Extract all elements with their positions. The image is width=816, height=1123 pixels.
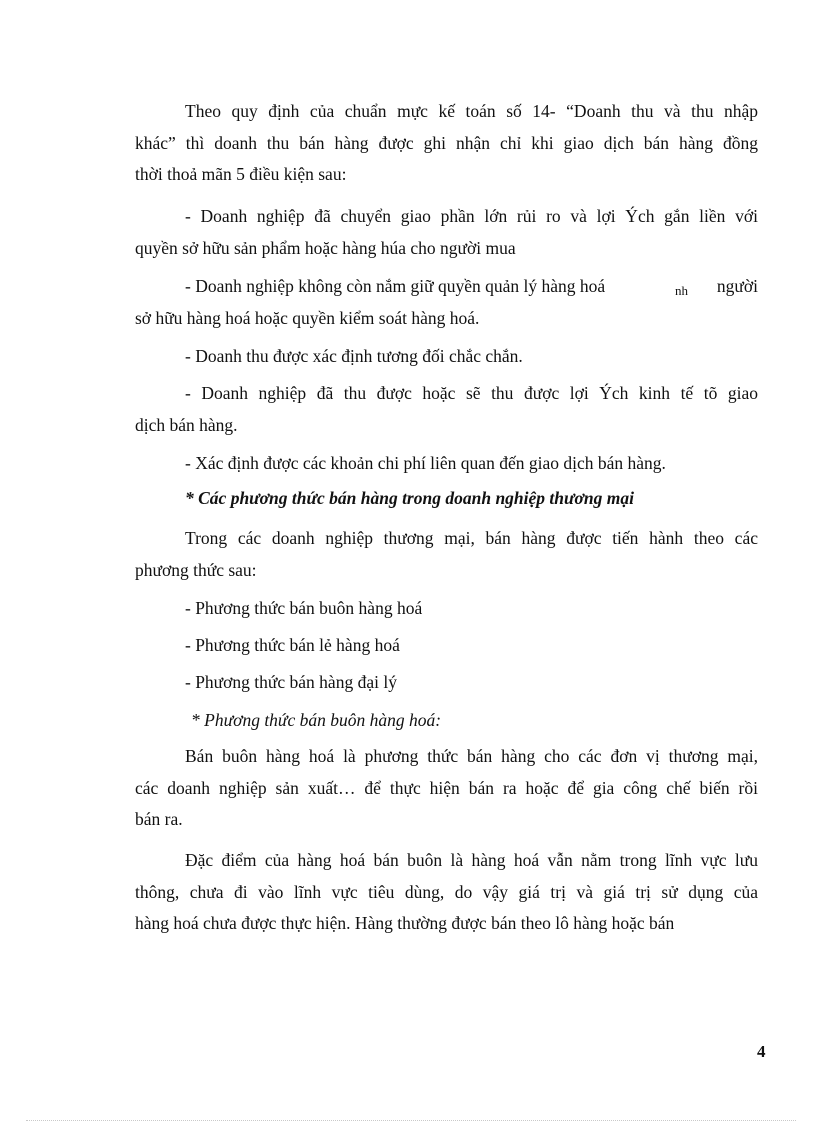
subheading-wholesale-method xyxy=(135,705,758,737)
paragraph-condition-4 xyxy=(135,378,758,441)
text-line: dịch bán hàng. xyxy=(135,414,238,435)
text-line: - Doanh thu được xác định tương đối chắc chắn. xyxy=(185,346,523,366)
paragraph-standard-14 xyxy=(135,96,758,191)
text-line: - Phương thức bán buôn hàng hoá xyxy=(185,598,423,618)
text-line: Trong các doanh nghiệp thương mại, bán hàng được tiến hành theo các xyxy=(185,528,758,548)
list-item-agency xyxy=(135,667,758,699)
text-line: hàng hoá chưa được thực hiện. Hàng thường được bán theo lô hàng hoặc bán xyxy=(135,913,675,933)
text-segment: - Doanh nghiệp không còn nắm giữ quyền quản lý hàng hoá xyxy=(185,276,606,296)
paragraph-wholesale-characteristics xyxy=(135,845,758,940)
text-line: * Phương thức bán buôn hàng hoá: xyxy=(191,710,442,730)
list-item-retail xyxy=(135,630,758,662)
subscript-fragment: nh xyxy=(675,283,688,298)
text-line xyxy=(135,271,758,303)
page-number: 4 xyxy=(757,1042,766,1061)
text-line: - Doanh nghiệp đã thu được hoặc sẽ thu được lợi Ých kinh tế tõ giao xyxy=(185,383,758,403)
text-line: Đặc điểm của hàng hoá bán buôn là hàng hoá vẫn nằm trong lĩnh vực lưu xyxy=(185,850,758,870)
paragraph-condition-5 xyxy=(135,448,758,480)
text-line: * Các phương thức bán hàng trong doanh nghiệp thương mại xyxy=(185,488,634,508)
text-line: quyền sở hữu sản phẩm hoặc hàng húa cho người mua xyxy=(135,237,516,258)
footer-divider xyxy=(26,1120,796,1121)
text-line: - Phương thức bán hàng đại lý xyxy=(185,672,397,692)
paragraph-condition-3 xyxy=(135,341,758,373)
text-line: phương thức sau: xyxy=(135,559,257,580)
text-line: các doanh nghiệp sản xuất… để thực hiện bán ra hoặc để gia công chế biến rồi xyxy=(135,777,758,798)
paragraph-sales-methods-intro xyxy=(135,523,758,586)
paragraph-condition-2 xyxy=(135,271,758,334)
text-line: - Xác định được các khoản chi phí liên quan đến giao dịch bán hàng. xyxy=(185,453,666,473)
text-line: sở hữu hàng hoá hoặc quyền kiểm soát hàng hoá. xyxy=(135,307,480,328)
section-heading-sales-methods xyxy=(135,483,758,515)
text-line: thời thoả mãn 5 điều kiện sau: xyxy=(135,164,347,184)
text-line: khác” thì doanh thu bán hàng được ghi nhận chỉ khi giao dịch bán hàng đồng xyxy=(135,132,758,153)
text-line: thông, chưa đi vào lĩnh vực tiêu dùng, do vậy giá trị và giá trị sử dụng của xyxy=(135,881,758,902)
paragraph-wholesale-definition xyxy=(135,741,758,836)
paragraph-condition-1 xyxy=(135,201,758,264)
text-line: Theo quy định của chuẩn mực kế toán số 14- “Doanh thu và thu nhập xyxy=(185,101,758,121)
text-line: Bán buôn hàng hoá là phương thức bán hàng cho các đơn vị thương mại, xyxy=(185,746,758,766)
text-line: - Phương thức bán lẻ hàng hoá xyxy=(185,635,400,655)
text-line: - Doanh nghiệp đã chuyển giao phần lớn rủi ro và lợi Ých gắn liền với xyxy=(185,206,758,226)
list-item-wholesale xyxy=(135,593,758,625)
text-segment: người xyxy=(716,276,758,296)
text-line: bán ra. xyxy=(135,809,183,829)
